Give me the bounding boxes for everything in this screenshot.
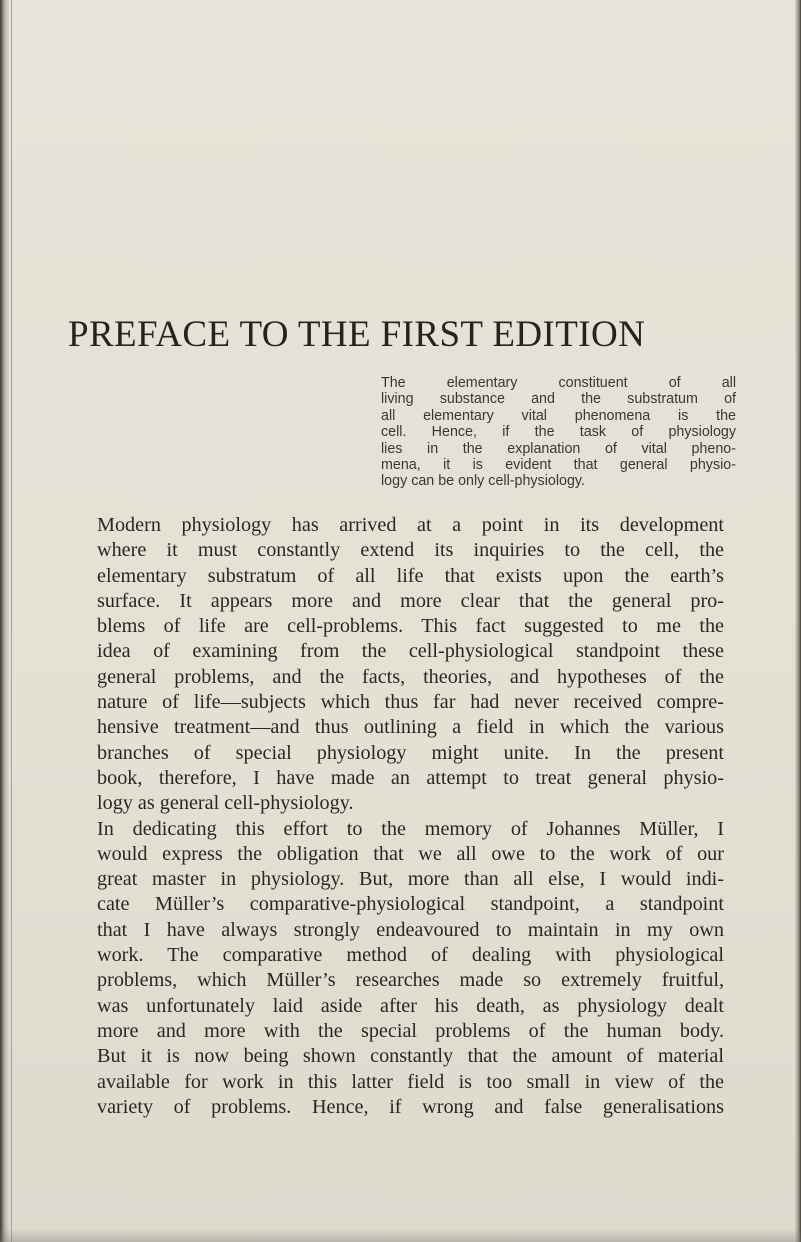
- body-line: Modern physiology has arrived at a point in its development: [97, 514, 724, 536]
- body-line: logy as general cell-physiology.: [97, 792, 354, 815]
- body-line: surface. It appears more and more clear that the general pro-: [97, 589, 724, 612]
- body-line: variety of problems. Hence, if wrong and false generalisations: [97, 1095, 724, 1118]
- body-line: branches of special physiology might unite. In the present: [97, 741, 724, 764]
- page-binding-edge: [0, 0, 9, 1242]
- page-fold-line: [11, 0, 12, 1242]
- body-line: more and more with the special problems of the human body.: [97, 1019, 724, 1042]
- epigraph-line: mena, it is evident that general physio-: [381, 457, 736, 474]
- body-line: nature of life—subjects which thus far had never received compre-: [97, 691, 724, 714]
- page-right-edge: [795, 0, 801, 1242]
- body-line: elementary substratum of all life that exists upon the earth’s: [97, 564, 724, 587]
- page-title: PREFACE TO THE FIRST EDITION: [68, 314, 646, 355]
- preface-body: [97, 513, 724, 1120]
- body-line: hensive treatment—and thus outlining a field in which the various: [97, 716, 724, 739]
- body-line: work. The comparative method of dealing with physiological: [97, 944, 724, 967]
- epigraph-line: cell. Hence, if the task of physiology: [381, 424, 736, 441]
- epigraph: [381, 375, 736, 490]
- body-line: cate Müller’s comparative-physiological standpoint, a standpoint: [97, 893, 724, 916]
- body-line: In dedicating this effort to the memory of Johannes Müller, I: [97, 817, 724, 840]
- body-line: was unfortunately laid aside after his death, as physiology dealt: [97, 994, 724, 1017]
- epigraph-line: lies in the explanation of vital pheno-: [381, 440, 736, 457]
- body-line: available for work in this latter field is too small in view of the: [97, 1070, 724, 1093]
- body-line: problems, which Müller’s researches made so extremely fruitful,: [97, 969, 724, 992]
- body-line: great master in physiology. But, more than all else, I would indi-: [97, 868, 724, 891]
- body-line: general problems, and the facts, theories, and hypotheses of the: [97, 665, 724, 688]
- body-line: that I have always strongly endeavoured to maintain in my own: [97, 918, 724, 941]
- body-line: would express the obligation that we all owe to the work of our: [97, 842, 724, 865]
- epigraph-line: The elementary constituent of all: [381, 375, 736, 391]
- body-line: book, therefore, I have made an attempt to treat general physio-: [97, 766, 724, 789]
- body-line: idea of examining from the cell-physiological standpoint these: [97, 640, 724, 663]
- epigraph-line: living substance and the substratum of: [381, 391, 736, 408]
- epigraph-line: logy can be only cell-physiology.: [381, 473, 585, 490]
- page-bottom-shadow: [0, 1228, 801, 1242]
- body-line: blems of life are cell-problems. This fact suggested to me the: [97, 615, 724, 638]
- body-line: But it is now being shown constantly that the amount of material: [97, 1045, 724, 1068]
- body-line: where it must constantly extend its inquiries to the cell, the: [97, 539, 724, 562]
- epigraph-line: all elementary vital phenomena is the: [381, 407, 736, 424]
